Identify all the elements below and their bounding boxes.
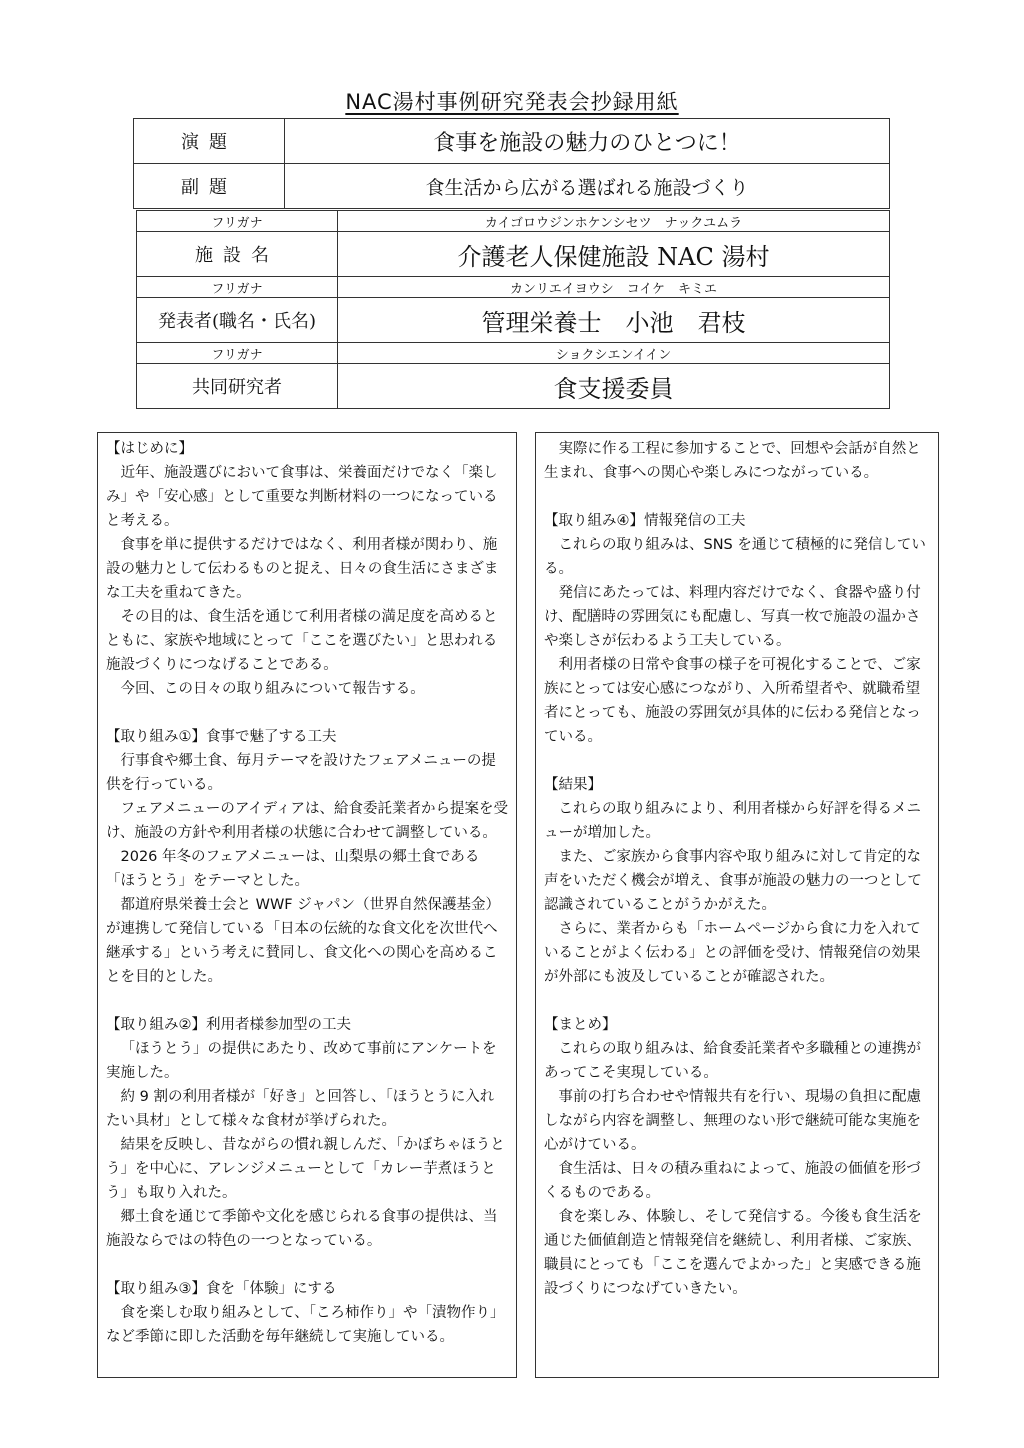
facility-row bbox=[137, 232, 890, 277]
presenter-row bbox=[137, 298, 890, 343]
topic-table bbox=[133, 118, 890, 209]
paragraph: 食生活は、日々の積み重ねによって、施設の価値を形づくるものである。 bbox=[544, 1161, 921, 1201]
subtitle-label: 副題 bbox=[134, 164, 285, 209]
presenter-kana-row bbox=[137, 277, 890, 298]
paragraph: 食事を単に提供するだけではなく、利用者様が関わり、施設の魅力として伝わるものと捉え、日々の食生活にさまざまな工夫を重ねてきた。 bbox=[106, 537, 499, 601]
presenter-label: 発表者(職名・氏名) bbox=[137, 298, 338, 343]
paragraph: 郷土食を通じて季節や文化を感じられる食事の提供は、当施設ならではの特色の一つとなっている。 bbox=[106, 1209, 498, 1249]
furigana-label: フリガナ bbox=[137, 277, 338, 298]
paragraph: 利用者様の日常や食事の様子を可視化することで、ご家族にとっては安心感につながり、入所希望者や、就職希望者にとっても、施設の雰囲気が具体的に伝わる発信となっている。 bbox=[544, 657, 921, 745]
section bbox=[106, 437, 508, 701]
subtitle-row bbox=[134, 164, 890, 209]
section-heading: 【取り組み③】食を「体験」にする bbox=[106, 1281, 337, 1297]
paragraph: 発信にあたっては、料理内容だけでなく、食器や盛り付け、配膳時の雰囲気にも配慮し、写真一枚で施設の温かさや楽しさが伝わるよう工夫している。 bbox=[544, 585, 921, 649]
furigana-label: フリガナ bbox=[137, 343, 338, 364]
paragraph: 今回、この日々の取り組みについて報告する。 bbox=[120, 681, 425, 697]
paragraph: フェアメニューのアイディアは、給食委託業者から提案を受け、施設の方針や利用者様の状態に合わせて調整している。 bbox=[106, 801, 508, 841]
right-column bbox=[535, 432, 939, 1378]
paragraph: その目的は、食生活を通じて利用者様の満足度を高めるとともに、家族や地域にとって「ここを選びたい」と思われる施設づくりにつなげることである。 bbox=[106, 609, 498, 673]
section-heading: 【取り組み④】情報発信の工夫 bbox=[544, 513, 746, 529]
section bbox=[106, 1277, 508, 1349]
paragraph: これらの取り組みは、給食委託業者や多職種との連携があってこそ実現している。 bbox=[544, 1041, 921, 1081]
presenter-name: 管理栄養士 小池 君枝 bbox=[338, 298, 890, 343]
left-column bbox=[97, 432, 517, 1378]
title-value: 食事を施設の魅力のひとつに！ bbox=[285, 119, 890, 164]
paragraph: これらの取り組みにより、利用者様から好評を得るメニューが増加した。 bbox=[544, 801, 921, 841]
info-table bbox=[136, 210, 890, 409]
coresearcher-row bbox=[137, 364, 890, 409]
title-label: 演題 bbox=[134, 119, 285, 164]
section-heading: 【まとめ】 bbox=[544, 1017, 617, 1033]
facility-label: 施設名 bbox=[137, 232, 338, 277]
paragraph: 2026 年冬のフェアメニューは、山梨県の郷土食である「ほうとう」をテーマとした。 bbox=[106, 849, 480, 889]
paragraph: さらに、業者からも「ホームページから食に力を入れていることがよく伝わる」との評価を受け、情報発信の効果が外部にも波及していることが確認された。 bbox=[544, 921, 921, 985]
paragraph: 「ほうとう」の提供にあたり、改めて事前にアンケートを実施した。 bbox=[106, 1041, 497, 1081]
paragraph: これらの取り組みは、SNS を通じて積極的に発信している。 bbox=[544, 537, 926, 577]
section-heading: 【結果】 bbox=[544, 777, 602, 793]
facility-kana-row bbox=[137, 211, 890, 232]
coresearcher-kana-row bbox=[137, 343, 890, 364]
page-title: NAC湯村事例研究発表会抄録用紙 bbox=[345, 90, 679, 114]
section bbox=[544, 773, 930, 989]
paragraph: 近年、施設選びにおいて食事は、栄養面だけでなく「楽しみ」や「安心感」として重要な判断材料の一つになっていると考える。 bbox=[106, 465, 498, 529]
coresearcher-kana: ショクシエンイイン bbox=[338, 343, 890, 364]
paragraph: 都道府県栄養士会と WWF ジャパン（世界自然保護基金）が連携して発信している「日本の伝統的な食文化を次世代へ継承する」という考えに賛同し、食文化への関心を高めることを目的とした。 bbox=[106, 897, 500, 985]
section bbox=[544, 1013, 930, 1301]
section-heading: 【はじめに】 bbox=[106, 441, 193, 457]
section bbox=[106, 725, 508, 989]
title-row bbox=[134, 119, 890, 164]
paragraph: 結果を反映し、昔ながらの慣れ親しんだ、「かぼちゃほうとう」を中心に、アレンジメニューとして「カレー芋煮ほうとう」も取り入れた。 bbox=[106, 1137, 505, 1201]
presenter-kana: カンリエイヨウシ コイケ キミエ bbox=[338, 277, 890, 298]
section-heading: 【取り組み①】食事で魅了する工夫 bbox=[106, 729, 337, 745]
paragraph: 実際に作る工程に参加することで、回想や会話が自然と生まれ、食事への関心や楽しみにつながっている。 bbox=[544, 441, 921, 481]
furigana-label: フリガナ bbox=[137, 211, 338, 232]
coresearcher-label: 共同研究者 bbox=[137, 364, 338, 409]
section bbox=[544, 437, 930, 485]
paragraph: 事前の打ち合わせや情報共有を行い、現場の負担に配慮しながら内容を調整し、無理のない形で継続可能な実施を心がけている。 bbox=[544, 1089, 921, 1153]
section bbox=[544, 509, 930, 749]
paragraph: 行事食や郷土食、毎月テーマを設けたフェアメニューの提供を行っている。 bbox=[106, 753, 496, 793]
section-heading: 【取り組み②】利用者様参加型の工夫 bbox=[106, 1017, 351, 1033]
coresearcher-name: 食支援委員 bbox=[338, 364, 890, 409]
section bbox=[106, 1013, 508, 1253]
paragraph: 約 9 割の利用者様が「好き」と回答し、「ほうとうに入れたい具材」として様々な食材が挙げられた。 bbox=[106, 1089, 495, 1129]
facility-kana: カイゴロウジンホケンシセツ ナックユムラ bbox=[338, 211, 890, 232]
paragraph: また、ご家族から食事内容や取り組みに対して肯定的な声をいただく機会が増え、食事が施設の魅力の一つとして認識されていることがうかがえた。 bbox=[544, 849, 922, 913]
subtitle-value: 食生活から広がる選ばれる施設づくり bbox=[285, 164, 890, 209]
facility-name: 介護老人保健施設 NAC 湯村 bbox=[338, 232, 890, 277]
paragraph: 食を楽しむ取り組みとして、「ころ柿作り」や「漬物作り」など季節に即した活動を毎年継続して実施している。 bbox=[106, 1305, 505, 1345]
paragraph: 食を楽しみ、体験し、そして発信する。今後も食生活を通じた価値創造と情報発信を継続し、利用者様、ご家族、職員にとっても「ここを選んでよかった」と実感できる施設づくりにつなげていきたい。 bbox=[544, 1209, 922, 1297]
